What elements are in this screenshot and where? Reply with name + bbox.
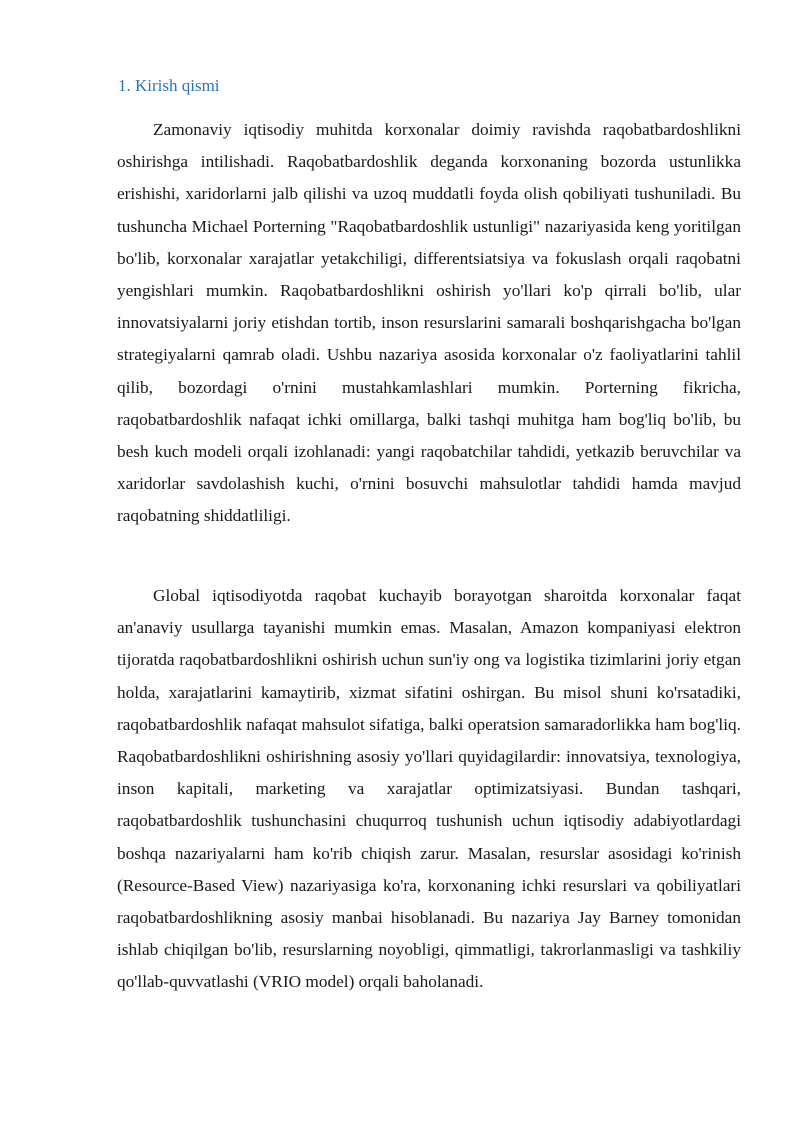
paragraph-2: Global iqtisodiyotda raqobat kuchayib borayotgan sharoitda korxonalar faqat an'anaviy usullarga tayanishi mumkin emas. Masalan, Amazon kompaniyasi elektron tijoratda raqobatbardoshlikni oshirish uchun sun'iy ong va logistika tizimlarini joriy etgan holda, xarajatlarini kamaytirib, xizmat sifatini oshirgan. Bu misol shuni ko'rsatadiki, raqobatbardoshlik nafaqat mahsulot sifatiga, balki operatsion samaradorlikka ham bog'liq. Raqobatbardoshlikni oshirishning asosiy yo'llari quyidagilardir: innovatsiya, texnologiya, inson kapitali, marketing va xarajatlar optimizatsiyasi. Bundan tashqari, raqobatbardoshlik tushunchasini chuqurroq tushunish uchun iqtisodiy adabiyotlardagi boshqa nazariyalarni ham ko'rib chiqish zarur. Masalan, resurslar asosidagi ko'rinish (Resource-Based View) nazariyasiga ko'ra, korxonaning ichki resurslari va qobiliyatlari raqobatbardoshlikning asosiy manbai hisoblanadi. Bu nazariya Jay Barney tomonidan ishlab chiqilgan bo'lib, resurslarning noyobligi, qimmatligi, takrorlanmasligi va tashkiliy qo'llab-quvvatlashi (VRIO model) orqali baholanadi. (117, 586, 741, 992)
section-heading: 1. Kirish qismi (118, 76, 220, 95)
paragraph-1: Zamonaviy iqtisodiy muhitda korxonalar doimiy ravishda raqobatbardoshlikni oshirishga intilishadi. Raqobatbardoshlik deganda korxonaning bozorda ustunlikka erishishi, xaridorlarni jalb qilishi va uzoq muddatli foyda olish qobiliyati tushuniladi. Bu tushuncha Michael Porterning "Raqobatbardoshlik ustunligi" nazariyasida keng yoritilgan bo'lib, korxonalar xarajatlar yetakchiligi, differentsiatsiya va fokuslash orqali raqobatni yengishlari mumkin. Raqobatbardoshlikni oshirish yo'llari ko'p qirrali bo'lib, ular innovatsiyalarni joriy etishdan tortib, inson resurslarini samarali boshqarishgacha bo'lgan strategiyalarni qamrab oladi. Ushbu nazariya asosida korxonalar o'z faoliyatlarini tahlil qilib, bozordagi o'rnini mustahkamlashlari mumkin. Porterning fikricha, raqobatbardoshlik nafaqat ichki omillarga, balki tashqi muhitga ham bog'liq bo'lib, bu besh kuch modeli orqali izohlanadi: yangi raqobatchilar tahdidi, yetkazib beruvchilar va xaridorlar savdolashish kuchi, o'rnini bosuvchi mahsulotlar tahdidi hamda mavjud raqobatning shiddatliligi. (117, 120, 741, 526)
